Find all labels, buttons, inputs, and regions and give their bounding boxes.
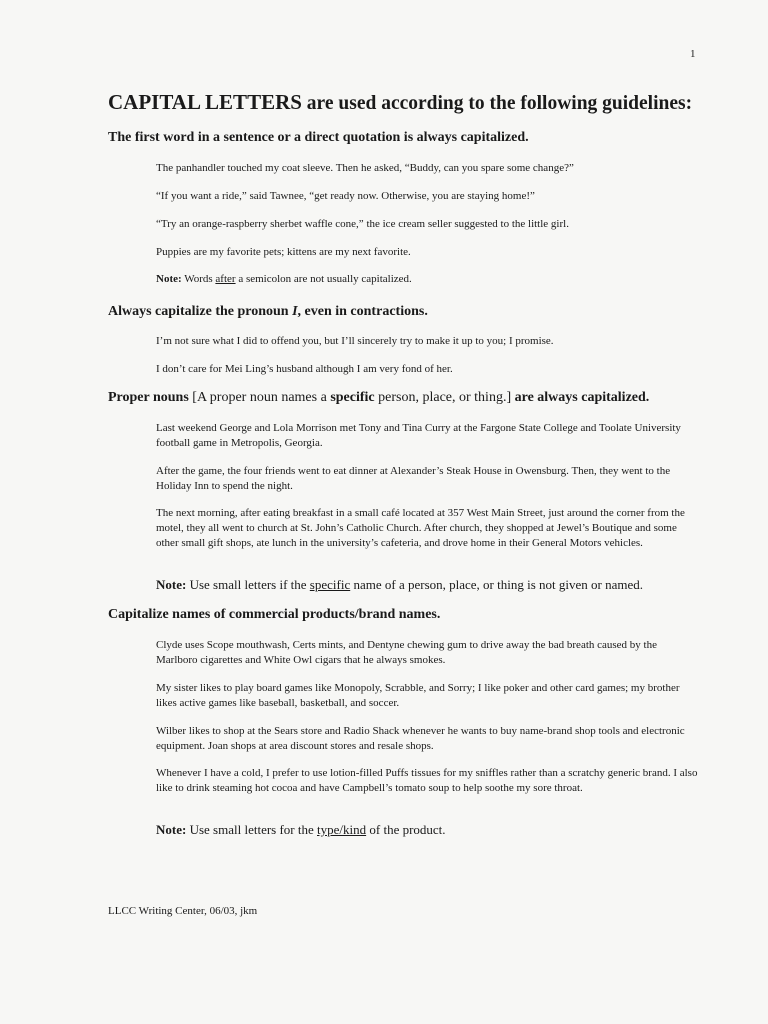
title-caps: CAPITAL LETTERS bbox=[108, 90, 302, 114]
section2-paragraph-2: I don’t care for Mei Ling’s husband although I am very fond of her. bbox=[156, 363, 453, 375]
heading-normal: person, place, or thing.] bbox=[374, 390, 515, 405]
section1-paragraph-2: “If you want a ride,” said Tawnee, “get ready now. Otherwise, you are staying home!” bbox=[156, 190, 535, 202]
section2-heading bbox=[108, 304, 428, 320]
section3-paragraph-1: Last weekend George and Lola Morrison met Tony and Tina Curry at the Fargone State College and Toolate University football game in Metropolis, Georgia. bbox=[156, 422, 681, 449]
note-underlined: type/kind bbox=[317, 822, 367, 837]
section4-paragraph-2: My sister likes to play board games like Monopoly, Scrabble, and Sorry; I like poker and other card games; my brother likes active games like baseball, basketball, and soccer. bbox=[156, 682, 680, 709]
title-rest: are used according to the following guidelines: bbox=[301, 93, 693, 114]
section1-paragraph-3: “Try an orange-raspberry sherbet waffle cone,” the ice cream seller suggested to the little girl. bbox=[156, 218, 569, 230]
section3-paragraph-3: The next morning, after eating breakfast in a small café located at 357 West Main Street, just around the corner from the motel, they all went to church at St. John’s Catholic Church. After church, they shopped at Jewel’s Boutique and some other small gift shops, ate lunch in the university’s cafeteria, and drove home in their General Motors vehicles. bbox=[156, 507, 685, 549]
note-text: name of a person, place, or thing is not given or named. bbox=[350, 577, 643, 592]
note-text: Use small letters for the bbox=[186, 822, 318, 837]
note-label: Note: bbox=[156, 577, 187, 592]
section4-paragraph-4: Whenever I have a cold, I prefer to use lotion-filled Puffs tissues for my sniffles rather than a scratchy generic brand. I also like to drink steaming hot cocoa and have Campbell’s tomato soup to help soothe my sore throat. bbox=[156, 767, 698, 794]
section3-note bbox=[156, 577, 643, 593]
section1-heading: The first word in a sentence or a direct quotation is always capitalized. bbox=[108, 130, 529, 145]
note-text: of the product. bbox=[366, 822, 446, 837]
note-label: Note: bbox=[156, 822, 187, 837]
page-title bbox=[108, 90, 692, 115]
page-number: 1 bbox=[690, 48, 696, 60]
note-text: Use small letters if the bbox=[186, 577, 310, 592]
section4-paragraph-1: Clyde uses Scope mouthwash, Certs mints, and Dentyne chewing gum to drive away the bad breath caused by the Marlboro cigarettes and White Owl cigars that he always smokes. bbox=[156, 639, 657, 666]
note-underlined: specific bbox=[309, 577, 351, 592]
section1-note bbox=[156, 273, 412, 285]
section4-paragraph-3: Wilber likes to shop at the Sears store and Radio Shack whenever he wants to buy name-brand shop tools and electronic equipment. Joan shops at area discount stores and resale shops. bbox=[156, 725, 685, 752]
heading-text: Always capitalize the pronoun bbox=[108, 304, 293, 319]
section4-heading: Capitalize names of commercial products/brand names. bbox=[108, 607, 441, 622]
section3-heading bbox=[108, 390, 649, 406]
section1-paragraph-4: Puppies are my favorite pets; kittens are my next favorite. bbox=[156, 246, 411, 258]
note-label: Note: bbox=[156, 273, 182, 285]
heading-bold: are always capitalized. bbox=[514, 390, 650, 405]
heading-bold: Proper nouns bbox=[108, 390, 189, 405]
note-text: Words bbox=[181, 273, 216, 285]
section4-note bbox=[156, 822, 446, 838]
note-underlined: after bbox=[215, 273, 236, 285]
section1-paragraph-1: The panhandler touched my coat sleeve. Then he asked, “Buddy, can you spare some change?” bbox=[156, 162, 574, 174]
heading-normal: [A proper noun names a bbox=[188, 390, 331, 405]
heading-text: , even in contractions. bbox=[297, 304, 428, 319]
heading-italic: I bbox=[292, 304, 298, 319]
note-text: a semicolon are not usually capitalized. bbox=[235, 273, 412, 285]
section3-paragraph-2: After the game, the four friends went to eat dinner at Alexander’s Steak House in Owensburg. Then, they went to the Holiday Inn to spend the night. bbox=[156, 465, 671, 492]
heading-bold: specific bbox=[330, 390, 375, 405]
footer-credit: LLCC Writing Center, 06/03, jkm bbox=[108, 905, 258, 917]
section2-paragraph-1: I’m not sure what I did to offend you, but I’ll sincerely try to make it up to you; I promise. bbox=[156, 335, 554, 347]
